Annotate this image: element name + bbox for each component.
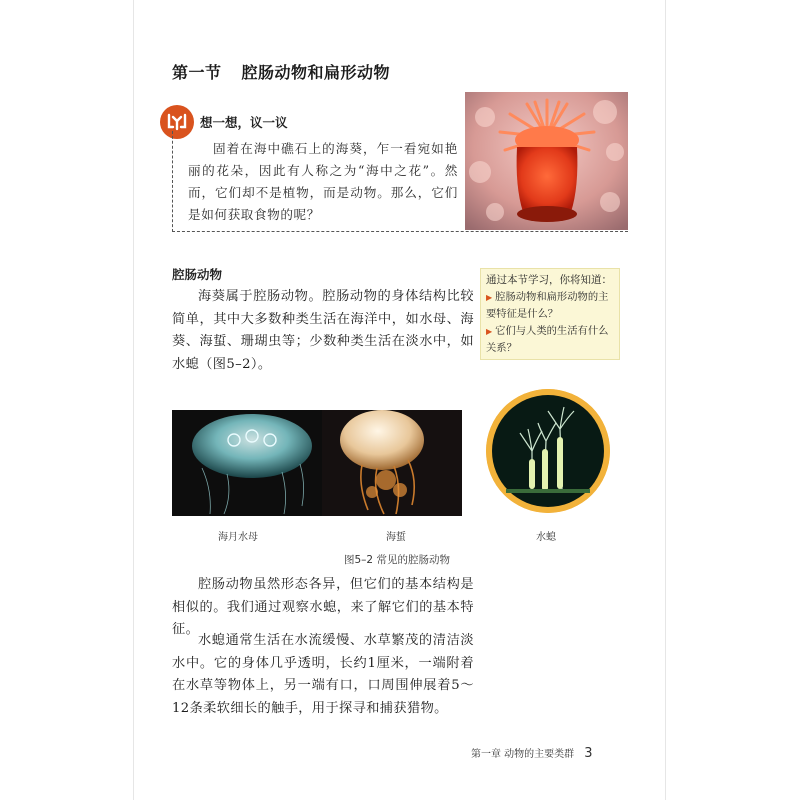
learning-goal-item: [486, 289, 614, 323]
subsection-heading: 腔肠动物: [172, 267, 223, 282]
page-footer: [471, 745, 592, 761]
body-paragraph-1: 海葵属于腔肠动物。腔肠动物的身体结构比较简单，其中大多数种类生活在海洋中，如水母、海葵、海蜇、珊瑚虫等；少数种类生活在淡水中，如水螅（图5–2）。: [172, 289, 474, 372]
section-title: [172, 60, 390, 83]
photo-caption-moon-jellyfish: 海月水母: [218, 532, 258, 543]
triangle-bullet-icon: ▶: [486, 293, 493, 302]
page-margin-right: [666, 0, 800, 800]
learning-goal-item: [486, 323, 614, 357]
chapter-running-head: 第一章 动物的主要类群: [471, 749, 575, 760]
sea-anemone-photo: [465, 92, 628, 230]
think-label: 想一想，议一议: [200, 115, 288, 130]
jellyfish-photo-strip: [172, 410, 462, 516]
figure-caption: 图5–2 常见的腔肠动物: [344, 554, 450, 566]
body-paragraph-3: 水螅通常生活在水流缓慢、水草繁茂的清洁淡水中。它的身体几乎透明，长约1厘米，一端附着在水草等物体上，另一端有口，口周围伸展着5～12条柔软细长的触手，用于探寻和捕获猎物。: [172, 633, 474, 716]
section-title-text: 腔肠动物和扁形动物: [241, 63, 391, 82]
triangle-bullet-icon: ▶: [486, 327, 493, 336]
photo-caption-sea-nettle: 海蜇: [386, 532, 406, 543]
photo-caption-hydra: 水螅: [536, 532, 556, 543]
section-number: 第一节: [172, 63, 222, 82]
hydra-photo: [486, 389, 610, 513]
page-edge-left: [133, 0, 134, 800]
think-text: 固着在海中礁石上的海葵，乍一看宛如艳丽的花朵，因此有人称之为“海中之花”。然而，它们却不是植物，而是动物。那么，它们是如何获取食物的呢？: [188, 141, 458, 222]
page-edge-right: [665, 0, 666, 800]
body-paragraph-2: 腔肠动物虽然形态各异，但它们的基本结构是相似的。我们通过观察水螅，来了解它们的基本特征。: [172, 577, 474, 638]
page-number: 3: [584, 746, 593, 761]
page-margin-left: [0, 0, 133, 800]
learning-goal-text: 它们与人类的生活有什么关系？: [486, 325, 609, 354]
learning-goal-text: 腔肠动物和扁形动物的主要特征是什么？: [486, 291, 609, 320]
learning-goals-title: 通过本节学习，你将知道：: [486, 274, 612, 286]
